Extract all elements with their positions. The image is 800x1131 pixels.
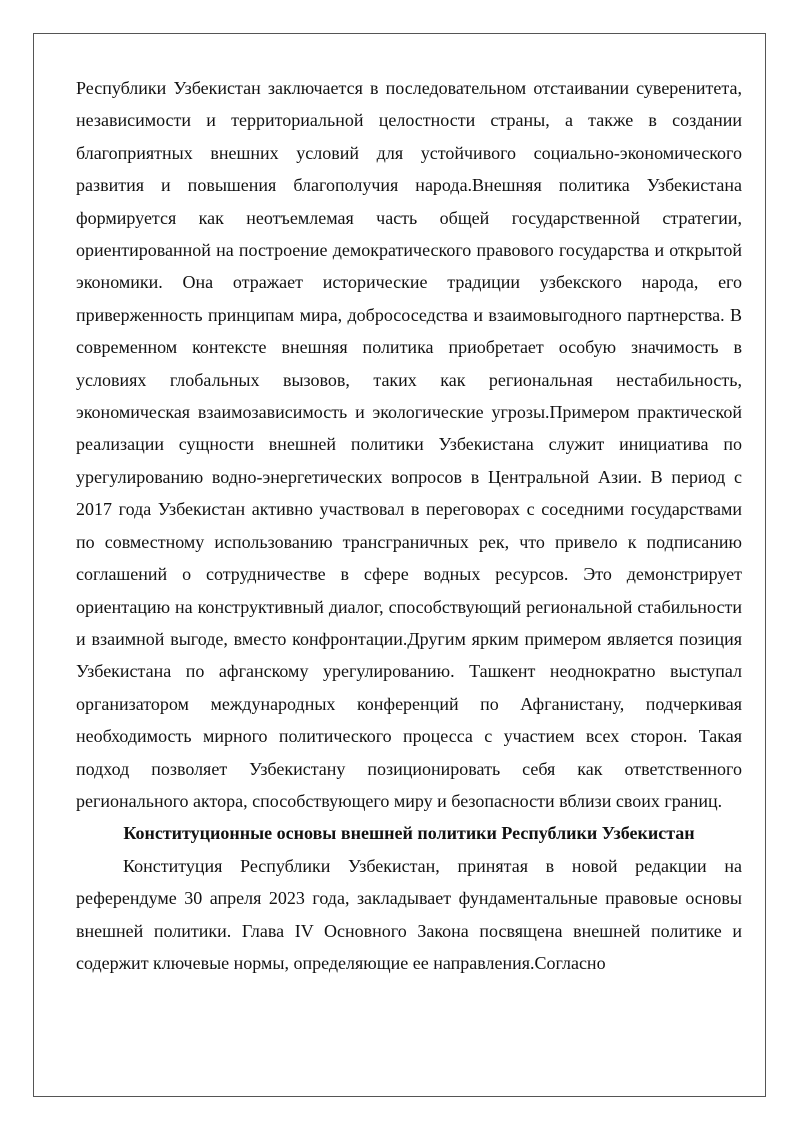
body-paragraph: Конституция Республики Узбекистан, принятая в новой редакции на референдуме 30 апреля 2023 года, закладывает фундаментальные правовые основы внешней политики. Глава IV Основного Закона посвящена внешней политике и содержит ключевые нормы, определяющие ее направления.Согласно — [76, 855, 742, 973]
document-body — [76, 72, 742, 979]
section-heading: Конституционные основы внешней политики Республики Узбекистан — [123, 823, 695, 844]
body-paragraph: Республики Узбекистан заключается в последовательном отстаивании суверенитета, независимости и территориальной целостности страны, а также в создании благоприятных внешних условий для устойчивого социально-экономического развития и повышения благополучия народа.Внешняя политика Узбекистана формируется как неотъемлемая часть общей государственной стратегии, ориентированной на построение демократического правового государства и открытой экономики. Она отражает исторические традиции узбекского народа, его приверженность принципам мира, добрососедства и взаимовыгодного партнерства. В современном контексте внешняя политика приобретает особую значимость в условиях глобальных вызовов, таких как региональная нестабильность, экономическая взаимозависимость и экологические угрозы.Примером практической реализации сущности внешней политики Узбекистана служит инициатива по урегулированию водно-энергетических вопросов в Центральной Азии. В период с 2017 года Узбекистан активно участвовал в переговорах с соседними государствами по совместному использованию трансграничных рек, что привело к подписанию соглашений о сотрудничестве в сфере водных ресурсов. Это демонстрирует ориентацию на конструктивный диалог, способствующий региональной стабильности и взаимной выгоде, вместо конфронтации.Другим ярким примером является позиция Узбекистана по афганскому урегулированию. Ташкент неоднократно выступал организатором международных конференций по Афганистану, подчеркивая необходимость мирного политического процесса с участием всех сторон. Такая подход позволяет Узбекистану позиционировать себя как ответственного регионального актора, способствующего миру и безопасности вблизи своих границ. — [76, 78, 742, 811]
